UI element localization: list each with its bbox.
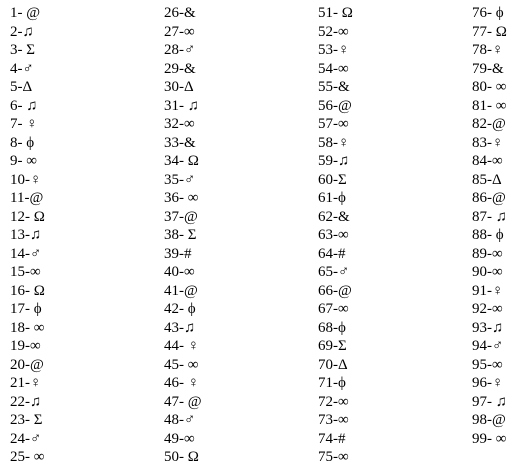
symbol-entry: 56-@ [318,97,352,114]
symbol-entry: 3- Σ [10,42,35,58]
symbol-entry: 51- Ω [318,5,353,21]
symbol-column-1 [10,4,45,467]
symbol-entry: 60-Σ [318,171,347,188]
symbol-column-4 [472,4,507,448]
symbol-entry: 68-ϕ [318,319,346,336]
symbol-entry: 35-♂ [164,171,196,188]
symbol-entry: 83-♀ [472,134,504,151]
symbol-entry: 61-ϕ [318,190,346,206]
symbol-entry: 28-♂ [164,42,196,58]
symbol-entry: 8- ϕ [10,134,35,151]
symbol-entry: 1- @ [10,5,41,21]
symbol-entry: 81- ∞ [472,97,507,114]
symbol-entry: 48-♂ [164,412,196,428]
symbol-entry: 20-@ [10,356,44,373]
symbol-entry: 84-∞ [472,153,503,169]
symbol-entry: 85-Δ [472,171,502,188]
symbol-entry: 11-@ [10,190,44,206]
symbol-entry: 55-& [318,79,350,95]
symbol-entry: 26-& [164,5,196,21]
symbol-entry: 50- Ω [164,449,199,465]
symbol-entry: 98-@ [472,412,506,428]
symbol-entry: 27-∞ [164,23,195,40]
symbol-entry: 78-♀ [472,42,504,58]
symbol-entry: 13-♫ [10,227,42,243]
symbol-entry: 70-Δ [318,356,348,373]
symbol-entry: 19-∞ [10,338,41,354]
symbol-entry: 65-♂ [318,264,350,280]
symbol-entry: 24-♂ [10,430,42,447]
symbol-column-3 [318,4,353,467]
symbol-entry: 25- ∞ [10,449,45,465]
symbol-entry: 64-# [318,245,346,262]
symbol-column-2 [164,4,202,467]
symbol-entry: 21-♀ [10,375,42,391]
symbol-entry: 80- ∞ [472,79,507,95]
symbol-entry: 22-♫ [10,393,42,410]
symbol-entry: 49-∞ [164,430,195,447]
symbol-entry: 6- ♫ [10,97,38,114]
symbol-entry: 17- ϕ [10,301,42,317]
symbol-entry: 92-∞ [472,301,503,317]
symbol-entry: 58-♀ [318,134,350,151]
symbol-entry: 42- ϕ [164,301,196,317]
symbol-entry: 33-& [164,134,196,151]
symbol-entry: 4-♂ [10,60,34,77]
symbol-entry: 66-@ [318,282,352,299]
symbol-entry: 67-∞ [318,301,349,317]
symbol-entry: 34- Ω [164,153,199,169]
symbol-entry: 29-& [164,60,196,77]
symbol-entry: 2-♫ [10,23,34,40]
symbol-entry: 40-∞ [164,264,195,280]
symbol-entry: 14-♂ [10,245,42,262]
symbol-entry: 45- ∞ [164,356,199,373]
symbol-entry: 77- Ω [472,23,507,40]
symbol-entry: 94-♂ [472,338,504,354]
symbol-entry: 53-♀ [318,42,350,58]
symbol-entry: 39-# [164,245,192,262]
symbol-entry: 89-∞ [472,245,503,262]
symbol-entry: 99- ∞ [472,430,507,447]
symbol-entry: 9- ∞ [10,153,37,169]
symbol-entry: 46- ♀ [164,375,199,391]
symbol-entry: 12- Ω [10,208,45,225]
symbol-entry: 44- ♀ [164,338,199,354]
symbol-entry: 23- Σ [10,412,43,428]
symbol-entry: 52-∞ [318,23,349,40]
symbol-entry: 63-∞ [318,227,349,243]
symbol-entry: 37-@ [164,208,198,225]
symbol-entry: 36- ∞ [164,190,199,206]
symbol-entry: 47- @ [164,393,202,410]
symbol-entry: 79-& [472,60,504,77]
symbol-entry: 15-∞ [10,264,41,280]
symbol-entry: 74-# [318,430,346,447]
symbol-entry: 57-∞ [318,116,349,132]
symbol-entry: 31- ♫ [164,97,199,114]
symbol-entry: 90-∞ [472,264,503,280]
symbol-entry: 69-Σ [318,338,347,354]
symbol-entry: 18- ∞ [10,319,45,336]
symbol-entry: 88- ϕ [472,227,504,243]
symbol-entry: 16- Ω [10,282,45,299]
symbol-entry: 59-♫ [318,153,350,169]
symbol-entry: 75-∞ [318,449,349,465]
symbol-entry: 91-♀ [472,282,504,299]
symbol-entry: 87- ♫ [472,208,507,225]
symbol-entry: 96-♀ [472,375,504,391]
symbol-entry: 95-∞ [472,356,503,373]
symbol-entry: 93-♫ [472,319,504,336]
symbol-entry: 97- ♫ [472,393,507,410]
symbol-entry: 82-@ [472,116,506,132]
symbol-entry: 62-& [318,208,350,225]
symbol-entry: 32-∞ [164,116,195,132]
symbol-entry: 71-ϕ [318,375,346,391]
symbol-entry: 7- ♀ [10,116,38,132]
symbol-entry: 38- Σ [164,227,197,243]
symbol-entry: 73-∞ [318,412,349,428]
symbol-entry: 76- ϕ [472,5,504,21]
symbol-entry: 72-∞ [318,393,349,410]
symbol-entry: 54-∞ [318,60,349,77]
symbol-entry: 43-♫ [164,319,196,336]
symbol-entry: 5-Δ [10,79,33,95]
symbol-entry: 30-Δ [164,79,194,95]
symbol-entry: 86-@ [472,190,506,206]
symbol-entry: 41-@ [164,282,198,299]
symbol-entry: 10-♀ [10,171,42,188]
